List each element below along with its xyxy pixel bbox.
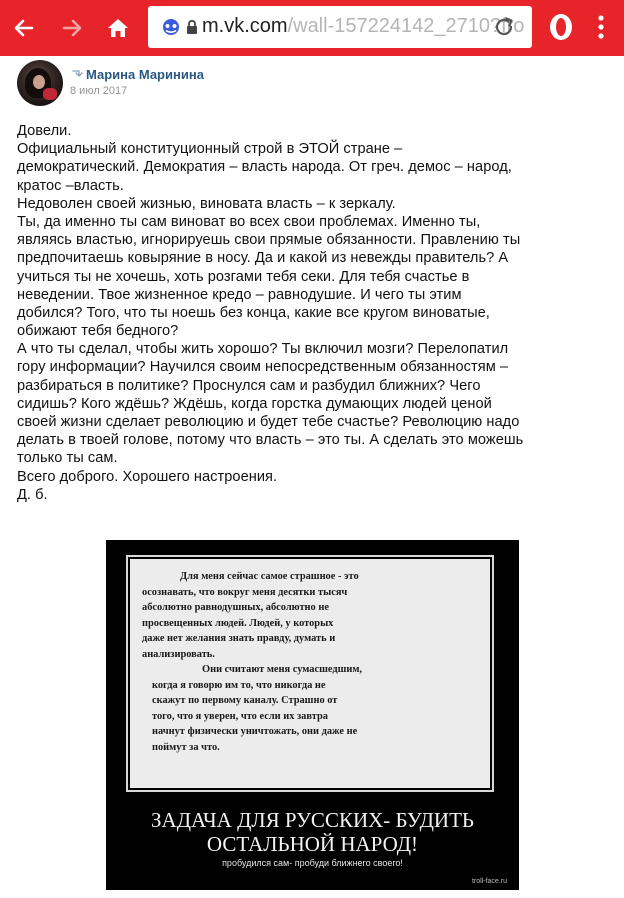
post-line: являясь властью, игнорируешь свои прямые обязанности. Правлению ты xyxy=(17,232,521,249)
quote-panel xyxy=(130,559,490,788)
post-line: Довели. xyxy=(17,123,72,139)
post-line: Ты, да именно ты сам виноват во всех свои проблемах. Именно ты, xyxy=(17,213,481,230)
quote-line: начнут физически уничтожать, они даже не xyxy=(152,726,358,737)
post-line: добился? Того, что ты ноешь без конца, какие все кругом виноватые, xyxy=(17,304,490,321)
post-date[interactable]: 8 июл 2017 xyxy=(70,85,128,97)
browser-toolbar xyxy=(0,0,624,56)
post-line: Д. б. xyxy=(17,486,48,503)
author-avatar[interactable] xyxy=(17,60,63,106)
post-line: своей жизни сделает революцию и будет тебе счастье? Революцию надо xyxy=(17,414,520,430)
post-line: обижают тебя бедного? xyxy=(17,323,179,340)
quote-line: абсолютно равнодушных, абсолютно не xyxy=(142,602,329,613)
post-line: предпочитаешь ковыряние в носу. Да и какой из невежды правитель? А xyxy=(17,250,509,267)
quote-line: Для меня сейчас самое страшное - это xyxy=(180,571,359,582)
avatar-face xyxy=(33,75,45,89)
image-title xyxy=(106,808,519,856)
post-line: Всего доброго. Хорошего настроения. xyxy=(17,468,278,485)
quote-frame xyxy=(126,555,494,792)
post-text xyxy=(17,122,617,504)
quote-line: поймут за что. xyxy=(152,741,220,753)
image-title-line-1: ЗАДАЧА ДЛЯ РУССКИХ- БУДИТЬ xyxy=(151,808,474,832)
quote-line: того, что я уверен, что если их завтра xyxy=(152,710,328,722)
avatar-accent xyxy=(43,88,57,100)
reload-icon[interactable] xyxy=(492,15,516,39)
quote-line: анализировать. xyxy=(142,648,215,660)
quote-line: когда я говорю им то, что никогда не xyxy=(152,679,326,691)
post-line: разбираться в политике? Проснулся сам и разбудил ближних? Чего xyxy=(17,377,481,394)
home-icon xyxy=(98,8,138,48)
quote-line: просвещенных людей. Людей, у которых xyxy=(142,617,334,629)
post-line: гору информации? Научился своим непосредственным обязанностям – xyxy=(17,359,509,376)
quote-line: даже нет желания знать правду, думать и xyxy=(142,633,336,644)
forward-button[interactable] xyxy=(52,8,92,48)
more-vert-icon[interactable] xyxy=(596,12,606,42)
url-path: /wall-157224142_2710?fro xyxy=(287,15,525,37)
post-line: А что ты сделал, чтобы жить хорошо? Ты включил мозги? Перелопатил xyxy=(17,341,509,358)
post-line: только ты сам. xyxy=(17,450,118,467)
post-line: Официальный конституционный строй в ЭТОЙ стране – xyxy=(17,141,403,158)
post-line: учиться ты не хочешь, хоть розгами тебя секи. Для тебя счастье в xyxy=(17,268,470,285)
image-subtitle: пробудился сам- пробуди ближнего своего! xyxy=(222,858,403,868)
arrow-right-icon xyxy=(52,8,92,48)
opera-icon[interactable] xyxy=(548,12,574,42)
home-button[interactable] xyxy=(98,8,138,48)
post-line: кратос –власть. xyxy=(17,177,124,194)
arrow-left-icon xyxy=(4,8,44,48)
site-security-icon[interactable] xyxy=(160,18,182,36)
image-title-line-2: ОСТАЛЬНОЙ НАРОД! xyxy=(206,832,419,856)
post-line: делать в твоей голове, потому что власть – это ты. А сделать это можешь xyxy=(17,432,524,449)
quote-line: осознавать, что вокруг меня десятки тысяч xyxy=(142,586,348,598)
post-line: демократический. Демократия – власть народа. От греч. демос – народ, xyxy=(17,159,512,176)
post-line: сидишь? Кого ждёшь? Ждёшь, когда горстка думающих людей ценой xyxy=(17,395,492,412)
lock-icon xyxy=(186,19,198,35)
post-image[interactable] xyxy=(106,540,519,890)
quote-line: Они считают меня сумасшедшим, xyxy=(202,664,363,675)
post-line: Недоволен своей жизнью, виновата власть – к зеркалу. xyxy=(17,195,396,212)
quote-line: скажут по первому каналу. Страшно от xyxy=(152,695,338,706)
post-line: неведении. Твое жизненное кредо – равнодушие. И чего ты этим xyxy=(17,286,462,303)
author-name[interactable]: Марина Маринина xyxy=(86,67,204,82)
image-watermark: troll-face.ru xyxy=(471,878,507,885)
url-text[interactable] xyxy=(202,15,525,38)
back-button[interactable] xyxy=(4,8,44,48)
url-domain: m.vk.com xyxy=(202,15,288,37)
repost-icon xyxy=(72,69,83,78)
address-bar[interactable] xyxy=(148,6,532,48)
bottom-edge xyxy=(0,890,624,898)
